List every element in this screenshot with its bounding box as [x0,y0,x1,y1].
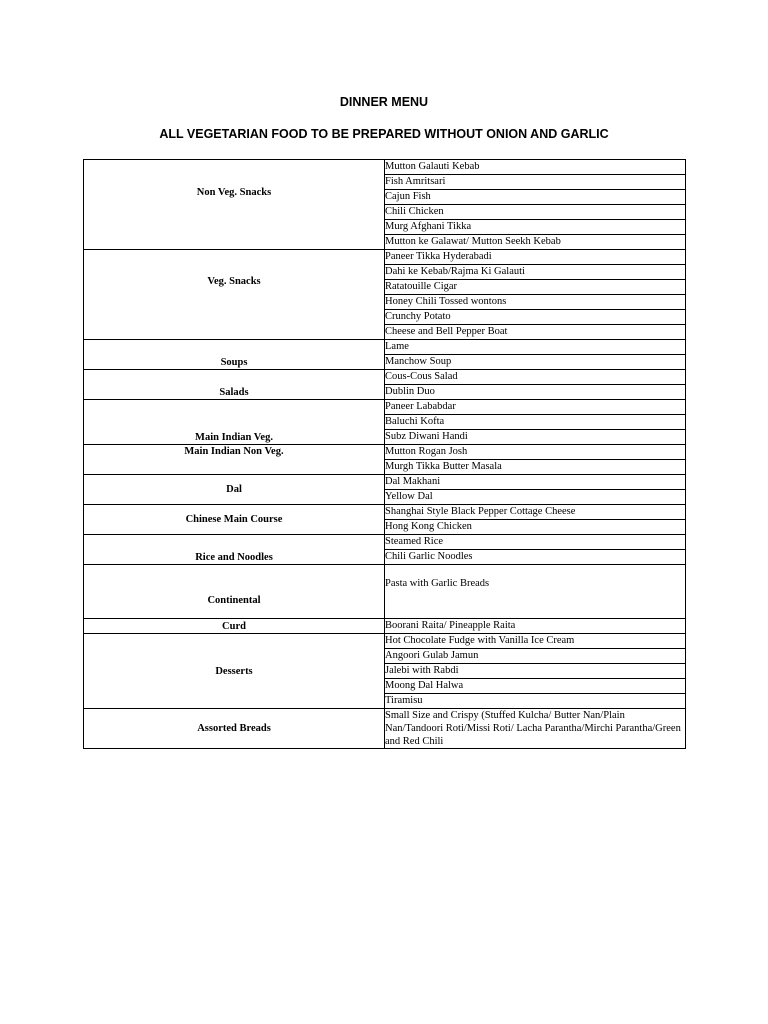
menu-item: Honey Chili Tossed wontons [385,295,686,310]
menu-item: Fish Amritsari [385,175,686,190]
menu-item: Baluchi Kofta [385,415,686,430]
category-cell: Soups [84,340,385,370]
menu-item: Steamed Rice [385,535,686,550]
menu-item: Manchow Soup [385,355,686,370]
menu-item: Cheese and Bell Pepper Boat [385,325,686,340]
category-cell: Salads [84,370,385,400]
category-cell: Desserts [84,634,385,709]
table-row [84,400,686,415]
menu-table [83,159,686,749]
menu-item: Murgh Tikka Butter Masala [385,460,686,475]
menu-item: Mutton ke Galawat/ Mutton Seekh Kebab [385,235,686,250]
menu-item: Dal Makhani [385,475,686,490]
menu-item: Pasta with Garlic Breads [385,565,686,619]
table-row [84,565,686,619]
category-cell: Assorted Breads [84,709,385,749]
category-cell: Main Indian Veg. [84,400,385,445]
table-row [84,370,686,385]
table-row [84,505,686,520]
category-cell: Non Veg. Snacks [84,160,385,250]
menu-item: Boorani Raita/ Pineapple Raita [385,619,686,634]
table-row [84,475,686,490]
category-cell: Curd [84,619,385,634]
category-cell: Main Indian Non Veg. [84,445,385,475]
menu-item: Yellow Dal [385,490,686,505]
menu-item: Hong Kong Chicken [385,520,686,535]
table-row [84,250,686,265]
menu-item: Paneer Lababdar [385,400,686,415]
table-row [84,709,686,749]
menu-item: Paneer Tikka Hyderabadi [385,250,686,265]
table-row [84,634,686,649]
table-row [84,535,686,550]
table-row [84,340,686,355]
table-row [84,445,686,460]
menu-item: Cous-Cous Salad [385,370,686,385]
menu-item: Dahi ke Kebab/Rajma Ki Galauti [385,265,686,280]
menu-item: Ratatouille Cigar [385,280,686,295]
category-cell: Dal [84,475,385,505]
menu-item: Lame [385,340,686,355]
menu-item: Chili Chicken [385,205,686,220]
table-row [84,619,686,634]
menu-item: Moong Dal Halwa [385,679,686,694]
table-row [84,160,686,175]
category-cell: Continental [84,565,385,619]
menu-item: Hot Chocolate Fudge with Vanilla Ice Cream [385,634,686,649]
menu-item: Mutton Rogan Josh [385,445,686,460]
menu-item: Chili Garlic Noodles [385,550,686,565]
category-cell: Rice and Noodles [84,535,385,565]
menu-item: Murg Afghani Tikka [385,220,686,235]
menu-item: Subz Diwani Handi [385,430,686,445]
menu-item: Mutton Galauti Kebab [385,160,686,175]
menu-item: Crunchy Potato [385,310,686,325]
menu-subtitle: ALL VEGETARIAN FOOD TO BE PREPARED WITHOUT ONION AND GARLIC [159,127,609,141]
menu-title: DINNER MENU [339,95,429,109]
menu-item: Angoori Gulab Jamun [385,649,686,664]
menu-item: Cajun Fish [385,190,686,205]
menu-item: Small Size and Crispy (Stuffed Kulcha/ Butter Nan/Plain Nan/Tandoori Roti/Missi Roti/ Lacha Parantha/Mirchi Parantha/Green and Red Chili [385,709,686,749]
menu-item: Shanghai Style Black Pepper Cottage Cheese [385,505,686,520]
category-cell: Chinese Main Course [84,505,385,535]
menu-item: Tiramisu [385,694,686,709]
menu-item: Dublin Duo [385,385,686,400]
category-cell: Veg. Snacks [84,250,385,340]
menu-item: Jalebi with Rabdi [385,664,686,679]
